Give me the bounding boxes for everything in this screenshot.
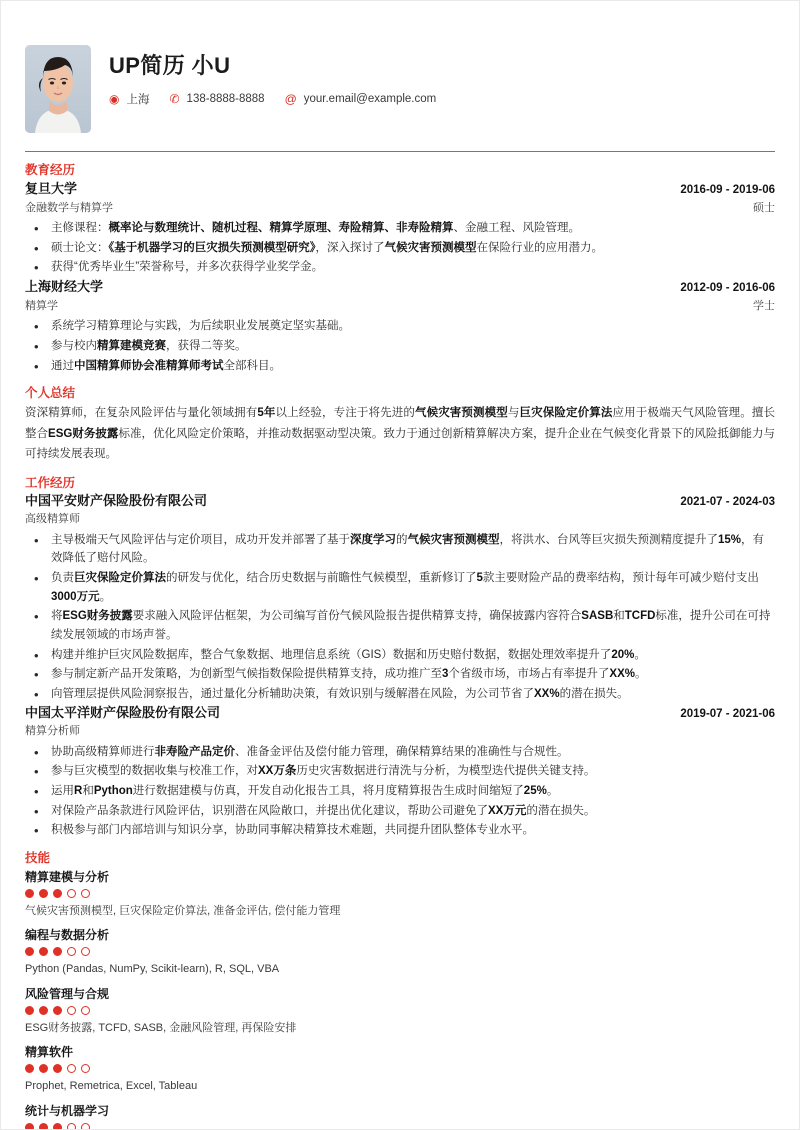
section-title-work: 工作经历 [25, 475, 76, 490]
entry-subheader [25, 723, 775, 740]
skill-level-dot [25, 1064, 34, 1073]
bullet-list [25, 743, 775, 840]
skill-level-dot [25, 1006, 34, 1015]
organization-name: 上海财经大学 [25, 279, 104, 295]
skill-level-dot [81, 1006, 90, 1015]
skill-level-dot [53, 1123, 62, 1130]
entry-header [25, 278, 775, 297]
email-at-icon: @ [284, 92, 297, 107]
entry-header [25, 492, 775, 511]
bullet-item: • 积极参与部门内部培训与知识分享，协助同事解决精算技术难题，共同提升团队整体专业水平。 [25, 821, 775, 840]
contact-location: 上海 [126, 94, 150, 107]
skill-rating [25, 1064, 775, 1073]
section-skills [25, 850, 775, 1130]
location-pin-icon: ◉ [109, 92, 120, 107]
skill-level-dot [53, 889, 62, 898]
skill-item [25, 868, 775, 920]
skill-rating [25, 1006, 775, 1015]
date-range: 2012-09 - 2016-06 [680, 282, 775, 295]
skill-level-dot [53, 1064, 62, 1073]
skill-level-dot [67, 1064, 76, 1073]
section-work [25, 475, 775, 840]
skill-level-dot [81, 1123, 90, 1130]
skill-level-dot [39, 889, 48, 898]
skill-level-dot [25, 1123, 34, 1130]
skill-description: Python (Pandas, NumPy, Scikit-learn), R, SQL, VBA [25, 963, 280, 976]
experience-entry [25, 278, 775, 375]
avatar [25, 45, 91, 133]
skill-level-dot [53, 947, 62, 956]
skill-level-dot [67, 1123, 76, 1130]
entry-subheader [25, 511, 775, 528]
work-entries [25, 492, 775, 839]
bullet-item: • 负责巨灾保险定价算法的研发与优化，结合历史数据与前瞻性气候模型，重新修订了5款主要财险产品的费率结构，预计每年可减少赔付支出3000万元。 [25, 569, 775, 606]
bullet-item: • 运用R和Python进行数据建模与仿真，开发自动化报告工具，将月度精算报告生成时间缩短了25%。 [25, 782, 775, 801]
skill-level-dot [25, 889, 34, 898]
skill-name: 精算建模与分析 [25, 869, 110, 884]
bullet-item: • 主导极端天气风险评估与定价项目，成功开发并部署了基于深度学习的气候灾害预测模型，将洪水、台风等巨灾损失预测精度提升了15%，有效降低了赔付风险。 [25, 531, 775, 568]
experience-entry [25, 492, 775, 703]
skill-item [25, 1043, 775, 1095]
bullet-list [25, 531, 775, 704]
section-education [25, 162, 775, 375]
date-range: 2019-07 - 2021-06 [680, 708, 775, 721]
role-title: 精算分析师 [25, 725, 80, 738]
contact-phone: 138-8888-8888 [186, 93, 265, 106]
avatar-photo [25, 45, 91, 133]
skill-item [25, 985, 775, 1037]
bullet-item: • 对保险产品条款进行风险评估，识别潜在风险敞口，并提出优化建议，帮助公司避免了XX万元的潜在损失。 [25, 802, 775, 821]
degree-label: 学士 [753, 299, 775, 312]
bullet-item: • 通过中国精算师协会准精算师考试全部科目。 [25, 357, 775, 376]
entry-subheader [25, 199, 775, 217]
page-title: UP简历 小U [109, 53, 231, 78]
skill-item [25, 926, 775, 978]
skill-level-dot [81, 889, 90, 898]
section-title-skills: 技能 [25, 850, 51, 865]
role-title: 高级精算师 [25, 513, 80, 526]
contact-email: your.email@example.com [303, 93, 437, 106]
skill-description: 气候灾害预测模型, 巨灾保险定价算法, 准备金评估, 偿付能力管理 [25, 904, 341, 917]
skill-description: Prophet, Remetrica, Excel, Tableau [25, 1080, 198, 1093]
skill-level-dot [39, 1123, 48, 1130]
skill-level-dot [25, 947, 34, 956]
entry-header [25, 704, 775, 723]
role-title: 金融数学与精算学 [25, 201, 113, 214]
role-title: 精算学 [25, 299, 58, 312]
skill-name: 精算软件 [25, 1045, 74, 1060]
skill-rating [25, 1123, 775, 1130]
bullet-item: • 参与制定新产品开发策略，为创新型气候指数保险提供精算支持，成功推广至3个省级市场，市场占有率提升了XX%。 [25, 665, 775, 684]
skill-description: ESG财务披露, TCFD, SASB, 金融风险管理, 再保险安排 [25, 1021, 297, 1034]
bullet-item: • 参与巨灾模型的数据收集与校准工作，对XX万条历史灾害数据进行清洗与分析，为模型迭代提供关键支持。 [25, 762, 775, 781]
skill-level-dot [67, 1006, 76, 1015]
section-summary [25, 385, 775, 464]
skill-list [25, 868, 775, 1130]
bullet-item: • 硕士论文：《基于机器学习的巨灾损失预测模型研究》，深入探讨了气候灾害预测模型在保险行业的应用潜力。 [25, 239, 775, 258]
bullet-item: • 主修课程：概率论与数理统计、随机过程、精算学原理、寿险精算、非寿险精算、金融工程、风险管理。 [25, 219, 775, 238]
bullet-item: • 向管理层提供风险洞察报告，通过量化分析辅助决策，有效识别与缓解潜在风险，为公司节省了XX%的潜在损失。 [25, 685, 775, 704]
section-title-education: 教育经历 [25, 163, 76, 177]
skill-name: 编程与数据分析 [25, 928, 110, 943]
phone-icon: ✆ [169, 92, 180, 107]
resume-header [25, 35, 775, 133]
skill-level-dot [67, 889, 76, 898]
experience-entry [25, 180, 775, 277]
date-range: 2021-07 - 2024-03 [680, 496, 775, 509]
skill-level-dot [39, 947, 48, 956]
summary-text: 资深精算师，在复杂风险评估与量化领域拥有5年以上经验，专注于将先进的气候灾害预测模型与巨灾保险定价算法应用于极端天气风险管理。擅长整合ESG财务披露标准，优化风险定价策略，并推动数据驱动型决策。致力于通过创新精算解决方案，提升企业在气候变化背景下的风险抵御能力与可持续发展表现。 [25, 407, 776, 461]
bullet-item: • 系统学习精算理论与实践，为后续职业发展奠定坚实基础。 [25, 317, 775, 336]
contact-line [109, 91, 436, 107]
date-range: 2016-09 - 2019-06 [680, 183, 775, 196]
education-entries [25, 180, 775, 375]
bullet-item: • 获得“优秀毕业生”荣誉称号，并多次获得学业奖学金。 [25, 258, 775, 277]
skill-level-dot [81, 947, 90, 956]
experience-entry [25, 704, 775, 839]
skill-level-dot [39, 1064, 48, 1073]
skill-level-dot [39, 1006, 48, 1015]
section-title-summary: 个人总结 [25, 386, 76, 401]
skill-level-dot [53, 1006, 62, 1015]
bullet-item: • 协助高级精算师进行非寿险产品定价、准备金评估及偿付能力管理，确保精算结果的准确性与合规性。 [25, 743, 775, 762]
bullet-item: • 参与校内精算建模竞赛，获得二等奖。 [25, 337, 775, 356]
skill-level-dot [81, 1064, 90, 1073]
skill-rating [25, 889, 775, 898]
header-text [109, 45, 436, 107]
organization-name: 中国平安财产保险股份有限公司 [25, 493, 208, 509]
degree-label: 硕士 [753, 201, 775, 214]
bullet-list [25, 317, 775, 375]
organization-name: 复旦大学 [25, 180, 78, 196]
skill-level-dot [67, 947, 76, 956]
skill-name: 风险管理与合规 [25, 986, 110, 1001]
skill-rating [25, 947, 775, 956]
skill-name: 统计与机器学习 [25, 1103, 110, 1118]
entry-header [25, 180, 775, 199]
header-divider [25, 151, 775, 152]
entry-subheader [25, 297, 775, 315]
bullet-item: • 构建并维护巨灾风险数据库，整合气象数据、地理信息系统（GIS）数据和历史赔付数据，数据处理效率提升了20%。 [25, 646, 775, 665]
bullet-list [25, 219, 775, 277]
skill-item [25, 1102, 775, 1130]
organization-name: 中国太平洋财产保险股份有限公司 [25, 705, 221, 721]
bullet-item: • 将ESG财务披露要求融入风险评估框架，为公司编写首份气候风险报告提供精算支持，确保披露内容符合SASB和TCFD标准，提升公司在可持续发展领域的市场声誉。 [25, 607, 775, 644]
